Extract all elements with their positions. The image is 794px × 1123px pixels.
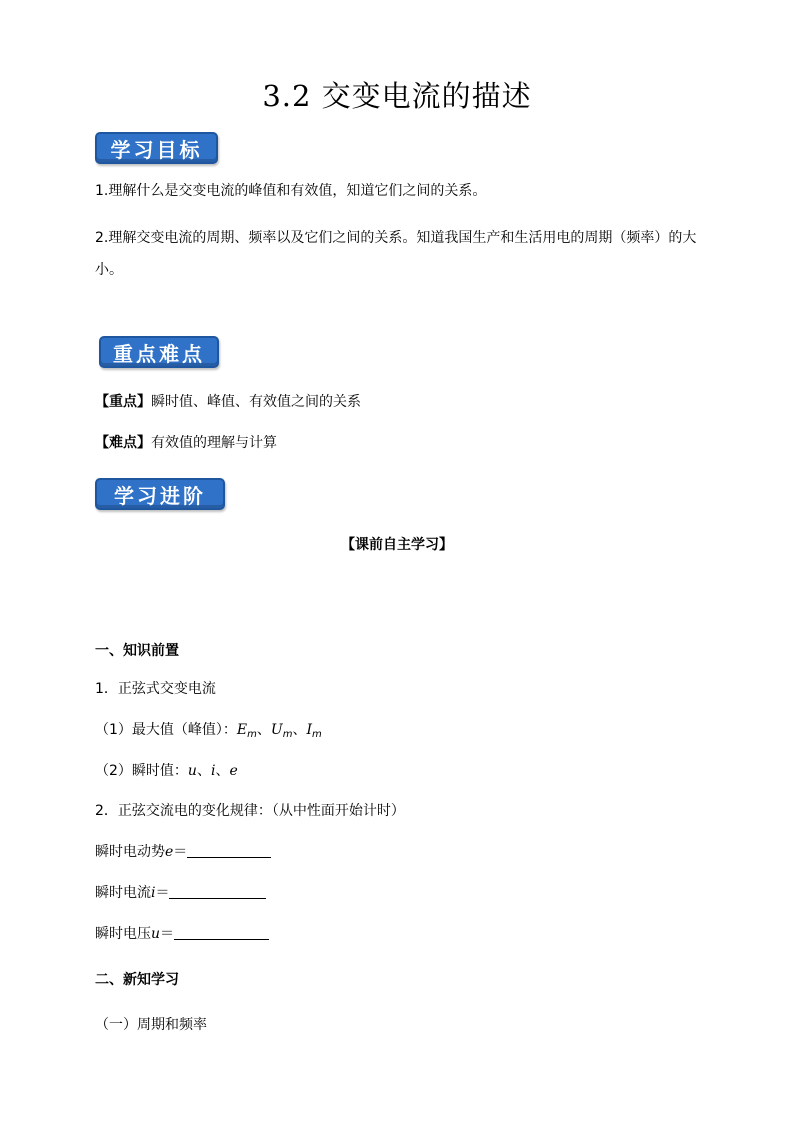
current-label: 瞬时电流	[95, 885, 151, 901]
section-pre-study: 【课前自主学习】	[341, 537, 453, 553]
voltage-blank[interactable]	[174, 925, 269, 940]
difficult-text: 有效值的理解与计算	[151, 435, 277, 451]
part2-heading: 二、新知学习	[95, 972, 179, 988]
emf-var: e	[165, 844, 174, 860]
instant-value-label: （2）瞬时值：	[95, 763, 188, 779]
current-line	[95, 884, 266, 902]
current-blank[interactable]	[169, 884, 266, 899]
advance-badge: 学习进阶	[95, 478, 225, 510]
emf-blank[interactable]	[187, 843, 271, 858]
emf-line	[95, 843, 271, 861]
voltage-var: u	[151, 926, 161, 942]
keypoints-badge: 重点难点	[99, 336, 219, 368]
max-value-label: （1）最大值（峰值）：	[95, 722, 237, 738]
part1-item2: 2．正弦交流电的变化规律：（从中性面开始计时）	[95, 803, 405, 819]
var-i: i	[210, 763, 216, 779]
difficult-label: 【难点】	[95, 435, 151, 451]
var-u: u	[187, 763, 197, 779]
separator: 、	[215, 763, 230, 779]
objectives-badge: 学习目标	[95, 132, 218, 164]
equals-sign: ＝	[155, 885, 170, 901]
var-I-sub: m	[312, 729, 322, 740]
key-label: 【重点】	[95, 394, 151, 410]
page-title: 3.2 交变电流的描述	[262, 79, 532, 113]
part1-heading: 一、知识前置	[95, 643, 179, 659]
separator: 、	[256, 722, 271, 738]
objective-2: 2.理解交变电流的周期、频率以及它们之间的关系。知道我国生产和生活用电的周期（频率）的大	[95, 230, 697, 246]
equals-sign: ＝	[160, 926, 175, 942]
separator: 、	[292, 722, 307, 738]
var-e: e	[229, 763, 238, 779]
part2-sub1: （一）周期和频率	[95, 1017, 207, 1033]
voltage-label: 瞬时电压	[95, 926, 151, 942]
key-point	[95, 393, 361, 411]
objective-1: 1.理解什么是交变电流的峰值和有效值，知道它们之间的关系。	[95, 183, 487, 199]
var-U: U	[270, 722, 283, 738]
part1-item1: 1．正弦式交变电流	[95, 681, 216, 697]
emf-label: 瞬时电动势	[95, 844, 165, 860]
key-text: 瞬时值、峰值、有效值之间的关系	[151, 394, 361, 410]
objective-2-cont: 小。	[95, 262, 123, 278]
var-U-sub: m	[282, 729, 293, 740]
instant-value-line	[95, 762, 238, 780]
separator: 、	[196, 763, 211, 779]
current-var: i	[151, 885, 156, 901]
var-E: E	[236, 722, 248, 738]
voltage-line	[95, 925, 269, 943]
difficult-point	[95, 434, 277, 452]
var-E-sub: m	[247, 729, 257, 740]
max-value-line	[95, 721, 322, 744]
var-I: I	[306, 722, 312, 738]
equals-sign: ＝	[173, 844, 188, 860]
